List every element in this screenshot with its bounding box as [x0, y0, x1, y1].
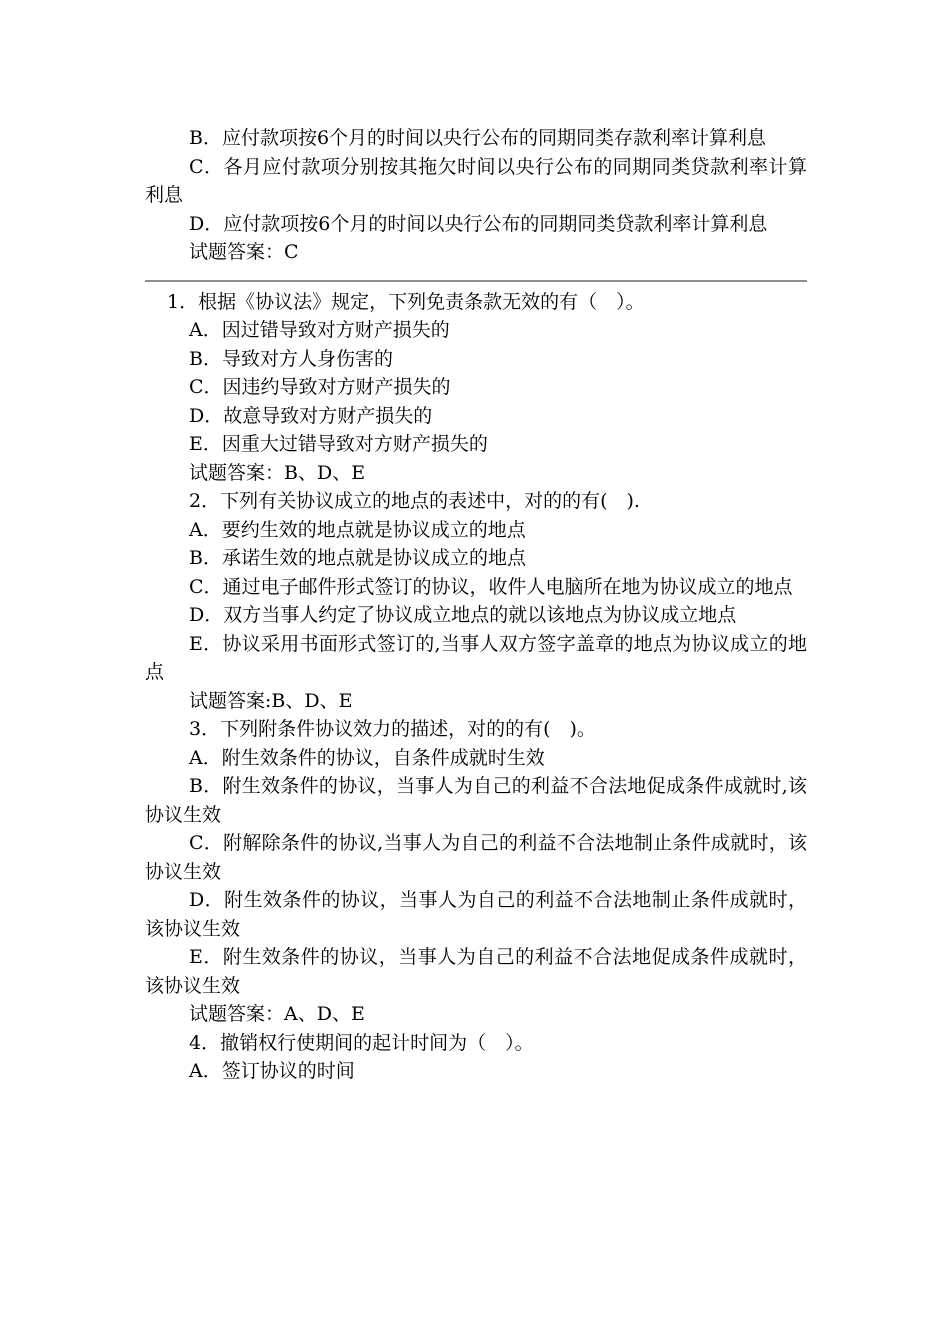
option-b: B．承诺生效的地点就是协议成立的地点 [189, 547, 526, 569]
answer-line: 试题答案:B、D、E [189, 689, 353, 712]
option-e: E．附生效条件的协议，当事人为自己的利益不合法地促成条件成就时，该协议生效 [145, 946, 807, 997]
answer-line: 试题答案：A、D、E [189, 1003, 365, 1025]
section-divider [145, 280, 807, 282]
option-e: E．协议采用书面形式签订的,当事人双方签字盖章的地点为协议成立的地点 [145, 632, 807, 683]
answer-line: 试题答案：C [189, 241, 299, 263]
option-b: B．导致对方人身伤害的 [189, 347, 393, 370]
option-a: A．附生效条件的协议，自条件成就时生效 [189, 746, 545, 769]
answer-line: 试题答案：B、D、E [189, 461, 366, 484]
question-stem: 4．撤销权行使期间的起计时间为（ ）。 [189, 1031, 534, 1054]
option-a: A．因过错导致对方财产损失的 [189, 319, 450, 341]
option-d: D．应付款项按6个月的时间以央行公布的同期同类贷款利率计算利息 [189, 212, 768, 235]
option-d: D．附生效条件的协议，当事人为自己的利益不合法地制止条件成就时，该协议生效 [145, 889, 807, 940]
option-c: C．通过电子邮件形式签订的协议，收件人电脑所在地为协议成立的地点 [189, 575, 793, 598]
option-d: D．故意导致对方财产损失的 [189, 404, 433, 427]
question-stem: 2．下列有关协议成立的地点的表述中，对的的有( ). [189, 490, 640, 512]
option-a: A．要约生效的地点就是协议成立的地点 [189, 518, 526, 541]
option-c: C．附解除条件的协议,当事人为自己的利益不合法地制止条件成就时，该协议生效 [145, 832, 807, 883]
option-e: E．因重大过错导致对方财产损失的 [189, 433, 488, 455]
option-b: B．应付款项按6个月的时间以央行公布的同期同类存款利率计算利息 [189, 127, 767, 149]
option-c: C．各月应付款项分别按其拖欠时间以央行公布的同期同类贷款利率计算利息 [145, 155, 807, 206]
option-d: D．双方当事人约定了协议成立地点的就以该地点为协议成立地点 [189, 604, 737, 626]
question-stem: 1．根据《协议法》规定，下列免责条款无效的有（ ）。 [167, 290, 645, 313]
option-a: A．签订协议的时间 [189, 1060, 355, 1082]
document-body [145, 124, 807, 1086]
option-b: B．附生效条件的协议，当事人为自己的利益不合法地促成条件成就时,该协议生效 [145, 775, 807, 826]
option-c: C．因违约导致对方财产损失的 [189, 376, 451, 398]
question-stem: 3．下列附条件协议效力的描述，对的的有( )。 [189, 718, 596, 740]
